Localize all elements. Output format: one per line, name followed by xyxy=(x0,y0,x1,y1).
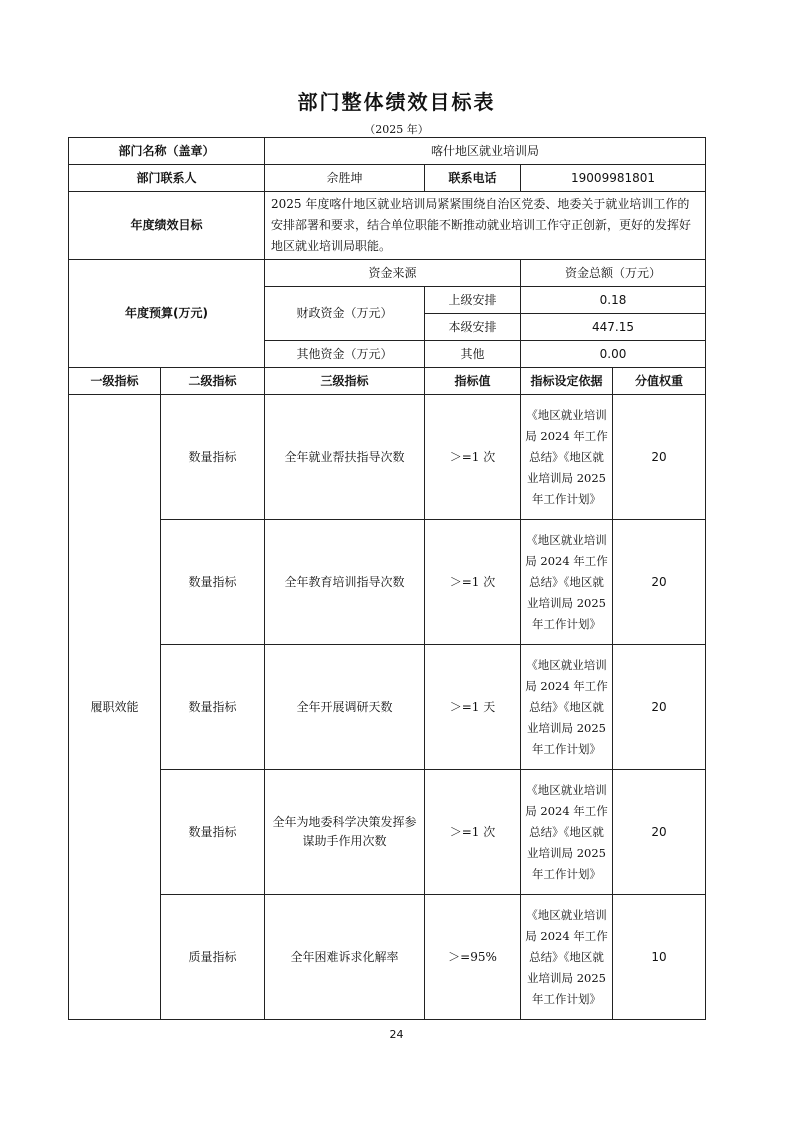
header-level1: 一级指标 xyxy=(69,368,161,395)
budget-local-label: 本级安排 xyxy=(425,314,521,341)
dept-name-label: 部门名称（盖章） xyxy=(69,138,265,165)
value-cell: ＞=1 次 xyxy=(425,395,521,520)
year-label: （2025 年） xyxy=(364,123,429,136)
value-cell: ＞=1 次 xyxy=(425,770,521,895)
value-cell: ＞=1 次 xyxy=(425,520,521,645)
goal-text: 2025 年度喀什地区就业培训局紧紧围绕自治区党委、地委关于就业培训工作的安排部署和要求，结合单位职能不断推动就业培训工作守正创新，更好的发挥好地区就业培训局职能。 xyxy=(265,192,706,260)
budget-upper-value: 0.18 xyxy=(521,287,706,314)
dept-name-row xyxy=(69,138,706,165)
budget-local-value: 447.15 xyxy=(521,314,706,341)
level3-cell: 全年开展调研天数 xyxy=(265,645,425,770)
weight-cell: 10 xyxy=(613,895,706,1020)
performance-table xyxy=(68,137,706,1020)
level2-cell: 质量指标 xyxy=(161,895,265,1020)
basis-cell: 《地区就业培训局 2024 年工作总结》《地区就业培训局 2025 年工作计划》 xyxy=(521,895,613,1020)
value-cell: ＞=1 天 xyxy=(425,645,521,770)
weight-cell: 20 xyxy=(613,645,706,770)
header-basis: 指标设定依据 xyxy=(521,368,613,395)
weight-cell: 20 xyxy=(613,770,706,895)
level3-cell: 全年教育培训指导次数 xyxy=(265,520,425,645)
indicator-header-row xyxy=(69,368,706,395)
indicator-row xyxy=(69,645,706,770)
indicator-row xyxy=(69,395,706,520)
level2-cell: 数量指标 xyxy=(161,395,265,520)
budget-other-sub-label: 其他 xyxy=(425,341,521,368)
basis-cell: 《地区就业培训局 2024 年工作总结》《地区就业培训局 2025 年工作计划》 xyxy=(521,645,613,770)
budget-label: 年度预算(万元) xyxy=(69,260,265,368)
indicator-row xyxy=(69,770,706,895)
header-value: 指标值 xyxy=(425,368,521,395)
budget-other-value: 0.00 xyxy=(521,341,706,368)
goal-row xyxy=(69,192,706,260)
dept-name-value: 喀什地区就业培训局 xyxy=(265,138,706,165)
contact-value: 佘胜坤 xyxy=(265,165,425,192)
weight-cell: 20 xyxy=(613,395,706,520)
level3-cell: 全年就业帮扶指导次数 xyxy=(265,395,425,520)
value-cell: ＞=95% xyxy=(425,895,521,1020)
phone-label: 联系电话 xyxy=(425,165,521,192)
level2-cell: 数量指标 xyxy=(161,645,265,770)
basis-cell: 《地区就业培训局 2024 年工作总结》《地区就业培训局 2025 年工作计划》 xyxy=(521,770,613,895)
budget-header-row xyxy=(69,260,706,287)
budget-total-header: 资金总额（万元） xyxy=(521,260,706,287)
weight-cell: 20 xyxy=(613,520,706,645)
goal-label: 年度绩效目标 xyxy=(69,192,265,260)
page-number: 24 xyxy=(389,1028,404,1041)
basis-cell: 《地区就业培训局 2024 年工作总结》《地区就业培训局 2025 年工作计划》 xyxy=(521,520,613,645)
budget-other-label: 其他资金（万元） xyxy=(265,341,425,368)
contact-label: 部门联系人 xyxy=(69,165,265,192)
budget-upper-label: 上级安排 xyxy=(425,287,521,314)
level3-cell: 全年为地委科学决策发挥参谋助手作用次数 xyxy=(265,770,425,895)
header-level3: 三级指标 xyxy=(265,368,425,395)
level1-cell: 履职效能 xyxy=(69,395,161,1020)
budget-source-header: 资金来源 xyxy=(265,260,521,287)
contact-row xyxy=(69,165,706,192)
level3-cell: 全年困难诉求化解率 xyxy=(265,895,425,1020)
phone-value: 19009981801 xyxy=(521,165,706,192)
page-title: 部门整体绩效目标表 xyxy=(297,90,496,114)
budget-fiscal-label: 财政资金（万元） xyxy=(265,287,425,341)
level2-cell: 数量指标 xyxy=(161,770,265,895)
indicator-row xyxy=(69,520,706,645)
basis-cell: 《地区就业培训局 2024 年工作总结》《地区就业培训局 2025 年工作计划》 xyxy=(521,395,613,520)
header-level2: 二级指标 xyxy=(161,368,265,395)
indicator-row xyxy=(69,895,706,1020)
level2-cell: 数量指标 xyxy=(161,520,265,645)
header-weight: 分值权重 xyxy=(613,368,706,395)
